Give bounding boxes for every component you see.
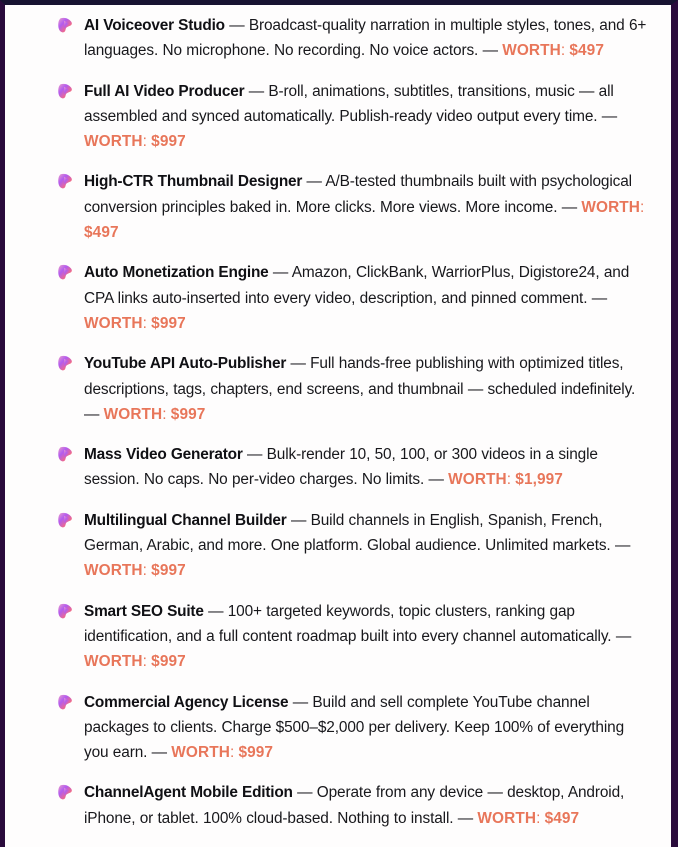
feature-description: Build and sell complete YouTube channel packages to clients. Charge $500–$2,000 per delivery. Keep 100% of everything you earn. bbox=[84, 693, 625, 762]
worth-label: WORTH bbox=[448, 471, 507, 489]
feature-worth-dash: — bbox=[428, 471, 449, 489]
feature-description: Amazon, ClickBank, WarriorPlus, Digistore24, and CPA links auto-inserted into every video, description, and pinned comment. bbox=[84, 264, 630, 307]
gradient-play-icon bbox=[57, 602, 76, 621]
worth-colon: : bbox=[506, 471, 516, 489]
worth-value: $997 bbox=[151, 653, 186, 671]
feature-dash: — bbox=[229, 17, 249, 34]
worth-value: $997 bbox=[151, 133, 186, 151]
feature-name: AI Voiceover Studio bbox=[84, 17, 225, 34]
feature-bullet-list bbox=[5, 5, 671, 831]
feature-name: Commercial Agency License bbox=[84, 693, 289, 711]
feature-list-item-6 bbox=[57, 442, 649, 493]
content-sheet bbox=[5, 5, 671, 847]
worth-colon: : bbox=[229, 744, 239, 762]
gradient-play-icon bbox=[57, 445, 76, 464]
feature-description: Build channels in English, Spanish, French, German, Arabic, and more. One platform. Global audience. Unlimited markets. bbox=[84, 511, 611, 555]
worth-value: $997 bbox=[170, 405, 206, 423]
worth-colon: : bbox=[640, 198, 645, 216]
feature-list-item-4 bbox=[57, 260, 649, 336]
feature-dash: — bbox=[292, 693, 313, 711]
worth-value: $997 bbox=[151, 562, 186, 580]
feature-name: ChannelAgent Mobile Edition bbox=[84, 784, 293, 802]
feature-worth-dash: — bbox=[561, 198, 582, 216]
worth-colon: : bbox=[142, 314, 152, 332]
worth-value: $997 bbox=[151, 314, 186, 332]
feature-dash: — bbox=[208, 602, 228, 620]
worth-value: $497 bbox=[544, 809, 580, 827]
feature-worth-dash: — bbox=[457, 809, 478, 827]
feature-worth-dash: — bbox=[84, 405, 104, 423]
feature-worth-dash: — bbox=[591, 289, 608, 307]
feature-description: 100+ targeted keywords, topic clusters, ranking gap identification, and a full content roadmap built into every channel automatically. bbox=[84, 602, 612, 645]
worth-colon: : bbox=[142, 133, 152, 151]
feature-dash: — bbox=[247, 446, 267, 464]
feature-name: Auto Monetization Engine bbox=[84, 264, 269, 282]
worth-value: $1,997 bbox=[515, 471, 563, 489]
gradient-play-icon bbox=[57, 82, 76, 101]
worth-value: $497 bbox=[569, 42, 604, 60]
feature-list-item-5 bbox=[57, 351, 649, 427]
feature-description: B-roll, animations, subtitles, transitions, music — all assembled and synced automatically. Publish-ready video output every time. bbox=[84, 82, 614, 125]
worth-label: WORTH bbox=[84, 653, 143, 671]
worth-colon: : bbox=[560, 42, 570, 60]
feature-list-item-2 bbox=[57, 79, 649, 155]
worth-value: $497 bbox=[84, 224, 119, 242]
gradient-play-icon bbox=[57, 263, 76, 282]
feature-name: High-CTR Thumbnail Designer bbox=[84, 173, 303, 191]
feature-worth-dash: — bbox=[615, 627, 632, 645]
feature-description: Broadcast-quality narration in multiple styles, tones, and 6+ languages. No microphone. No recording. No voice actors. bbox=[84, 17, 647, 60]
gradient-play-icon bbox=[57, 511, 76, 530]
worth-label: WORTH bbox=[103, 405, 163, 423]
worth-label: WORTH bbox=[171, 744, 230, 762]
feature-list-item-3 bbox=[57, 169, 649, 245]
feature-description: Bulk-render 10, 50, 100, or 300 videos in a single session. No caps. No per-video charges. No limits. bbox=[84, 446, 598, 489]
feature-list-item-8 bbox=[57, 599, 649, 675]
feature-list-item-1 bbox=[57, 13, 649, 64]
feature-dash: — bbox=[290, 355, 311, 373]
feature-name: Smart SEO Suite bbox=[84, 602, 204, 620]
worth-colon: : bbox=[142, 562, 152, 580]
feature-dash: — bbox=[272, 264, 292, 282]
feature-description: Operate from any device — desktop, Android, iPhone, or tablet. 100% cloud-based. Nothing to install. bbox=[84, 784, 625, 827]
worth-value: $997 bbox=[238, 744, 274, 762]
gradient-play-icon bbox=[57, 693, 76, 712]
worth-label: WORTH bbox=[84, 562, 143, 580]
worth-colon: : bbox=[162, 405, 171, 423]
feature-name: Full AI Video Producer bbox=[84, 82, 245, 100]
worth-colon: : bbox=[536, 809, 545, 827]
feature-worth-dash: — bbox=[601, 107, 618, 125]
gradient-play-icon bbox=[57, 783, 76, 802]
feature-worth-dash: — bbox=[151, 744, 172, 762]
feature-worth-dash: — bbox=[614, 537, 631, 555]
feature-list-item-9 bbox=[57, 690, 649, 766]
feature-dash: — bbox=[306, 173, 326, 191]
gradient-play-icon bbox=[57, 354, 76, 373]
gradient-play-icon bbox=[57, 172, 76, 191]
gradient-play-icon bbox=[57, 16, 76, 35]
feature-dash: — bbox=[297, 784, 317, 802]
worth-label: WORTH bbox=[84, 314, 143, 332]
feature-dash: — bbox=[248, 82, 269, 100]
feature-name: YouTube API Auto-Publisher bbox=[84, 355, 287, 373]
worth-label: WORTH bbox=[502, 42, 561, 60]
worth-colon: : bbox=[142, 653, 152, 671]
worth-label: WORTH bbox=[84, 133, 143, 151]
feature-list-item-7 bbox=[57, 508, 649, 584]
feature-description: A/B-tested thumbnails built with psychological conversion principles baked in. More clicks. More views. More income. bbox=[84, 173, 632, 216]
feature-description: Full hands-free publishing with optimized titles, descriptions, tags, chapters, end screens, and thumbnail — scheduled indefinitely. bbox=[84, 355, 636, 398]
feature-list-item-10 bbox=[57, 780, 649, 831]
feature-dash: — bbox=[290, 511, 311, 529]
feature-name: Multilingual Channel Builder bbox=[84, 511, 287, 529]
feature-worth-dash: — bbox=[482, 42, 503, 60]
feature-name: Mass Video Generator bbox=[84, 446, 243, 464]
worth-label: WORTH bbox=[477, 809, 537, 827]
worth-label: WORTH bbox=[581, 198, 641, 216]
